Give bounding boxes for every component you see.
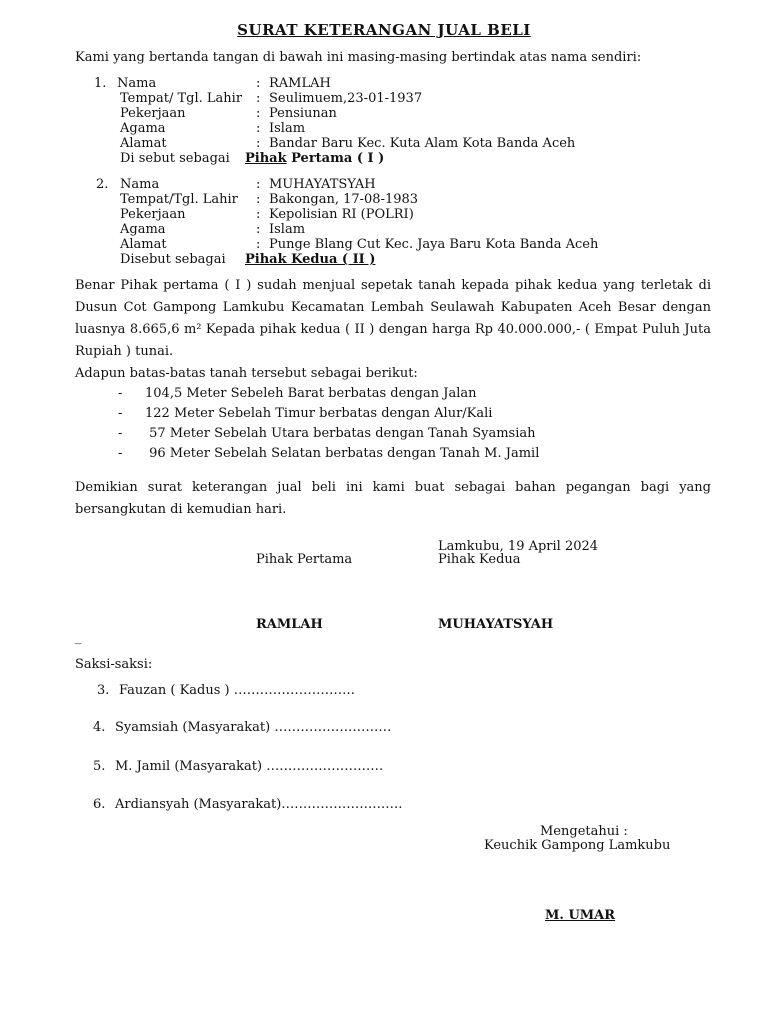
witness-number: 3.	[97, 683, 110, 698]
boundary-item: 57 Meter Sebelah Utara berbatas dengan Tanah Syamsiah	[145, 426, 536, 441]
colon: :	[256, 106, 261, 121]
witness-number: 5.	[93, 759, 106, 774]
party-2-name-value: MUHAYATSYAH	[269, 177, 376, 192]
witness-entry: Fauzan ( Kadus ) ……………………….	[119, 683, 355, 698]
acknowledgement-label: Mengetahui :	[540, 824, 628, 839]
party-2-job-value: Kepolisian RI (POLRI)	[269, 207, 414, 222]
party-1-address-label: Alamat	[120, 136, 167, 151]
witness-number: 4.	[93, 720, 106, 735]
party-1-number: 1.	[94, 76, 107, 91]
party-1-address-value: Bandar Baru Kec. Kuta Alam Kota Banda Aceh	[269, 136, 576, 151]
boundaries-intro: Adapun batas-batas tanah tersebut sebagai berikut:	[75, 366, 418, 381]
party-2-birth-label: Tempat/Tgl. Lahir	[120, 192, 238, 207]
party-1-name-label: Nama	[117, 76, 157, 91]
party-2-number: 2.	[96, 177, 109, 192]
party-2-role	[245, 252, 375, 268]
party-2-religion-value: Islam	[269, 222, 306, 237]
party-2-role-underlined: Pihak Kedua ( II )	[245, 252, 376, 267]
party-1-name-value: RAMLAH	[269, 76, 331, 91]
witness-number: 6.	[93, 797, 106, 812]
party-1-role-rest: Pertama ( I )	[286, 151, 385, 166]
party-1-job-value: Pensiunan	[269, 106, 337, 121]
intro-text: Kami yang bertanda tangan di bawah ini masing-masing bertindak atas nama sendiri:	[75, 50, 642, 65]
colon: :	[256, 136, 261, 151]
witness-entry: Syamsiah (Masyarakat) ………………………	[115, 720, 392, 735]
witness-entry: M. Jamil (Masyarakat) ………………………	[115, 759, 384, 774]
party-2-sign-label: Pihak Kedua	[438, 552, 521, 567]
party-1-sign-label: Pihak Pertama	[256, 552, 353, 567]
boundary-item: 122 Meter Sebelah Timur berbatas dengan Alur/Kali	[145, 406, 493, 421]
party-1-signature-name: RAMLAH	[256, 617, 323, 632]
party-2-name-label: Nama	[120, 177, 160, 192]
party-2-signature-name: MUHAYATSYAH	[438, 617, 554, 632]
stray-mark: _	[75, 630, 82, 645]
colon: :	[256, 237, 261, 252]
bullet-dash: -	[118, 446, 123, 461]
party-1-role	[245, 151, 384, 167]
party-2-role-prefix: Disebut sebagai	[120, 252, 226, 267]
party-1-religion-value: Islam	[269, 121, 306, 136]
colon: :	[256, 76, 261, 91]
document-title: SURAT KETERANGAN JUAL BELI	[237, 21, 531, 39]
party-1-role-prefix: Di sebut sebagai	[120, 151, 230, 166]
bullet-dash: -	[118, 426, 123, 441]
party-1-birth-label: Tempat/ Tgl. Lahir	[120, 91, 243, 106]
party-1-job-label: Pekerjaan	[120, 106, 186, 121]
colon: :	[256, 192, 261, 207]
place-date: Lamkubu, 19 April 2024	[438, 539, 599, 554]
boundary-item: 96 Meter Sebelah Selatan berbatas dengan Tanah M. Jamil	[145, 446, 540, 461]
sale-statement: Benar Pihak pertama ( I ) sudah menjual sepetak tanah kepada pihak kedua yang terletak di Dusun Cot Gampong Lamkubu Kecamatan Lembah Seulawah Kabupaten Aceh Besar dengan luasnya 8.665,6 m² Kepada pihak kedua ( II ) dengan harga Rp 40.000.000,- ( Empat Puluh Juta Rupiah ) tunai.	[75, 278, 711, 359]
party-2-address-label: Alamat	[120, 237, 167, 252]
witness-heading: Saksi-saksi:	[75, 657, 153, 672]
party-1-religion-label: Agama	[120, 121, 166, 136]
village-head-title: Keuchik Gampong Lamkubu	[484, 838, 671, 853]
party-1-birth-value: Seulimuem,23-01-1937	[269, 91, 423, 106]
bullet-dash: -	[118, 406, 123, 421]
bullet-dash: -	[118, 386, 123, 401]
party-2-address-value: Punge Blang Cut Kec. Jaya Baru Kota Banda Aceh	[269, 237, 599, 252]
colon: :	[256, 121, 261, 136]
colon: :	[256, 207, 261, 222]
witness-entry: Ardiansyah (Masyarakat)……………………….	[115, 797, 403, 812]
closing-statement: Demikian surat keterangan jual beli ini kami buat sebagai bahan pegangan bagi yang bersangkutan di kemudian hari.	[75, 480, 711, 517]
party-1-role-underlined: Pihak	[245, 151, 287, 166]
party-2-job-label: Pekerjaan	[120, 207, 186, 222]
colon: :	[256, 222, 261, 237]
village-head-signature-name: M. UMAR	[545, 908, 616, 923]
boundary-item: 104,5 Meter Sebeleh Barat berbatas dengan Jalan	[145, 386, 477, 401]
party-2-birth-value: Bakongan, 17-08-1983	[269, 192, 419, 207]
party-2-religion-label: Agama	[120, 222, 166, 237]
colon: :	[256, 91, 261, 106]
colon: :	[256, 177, 261, 192]
